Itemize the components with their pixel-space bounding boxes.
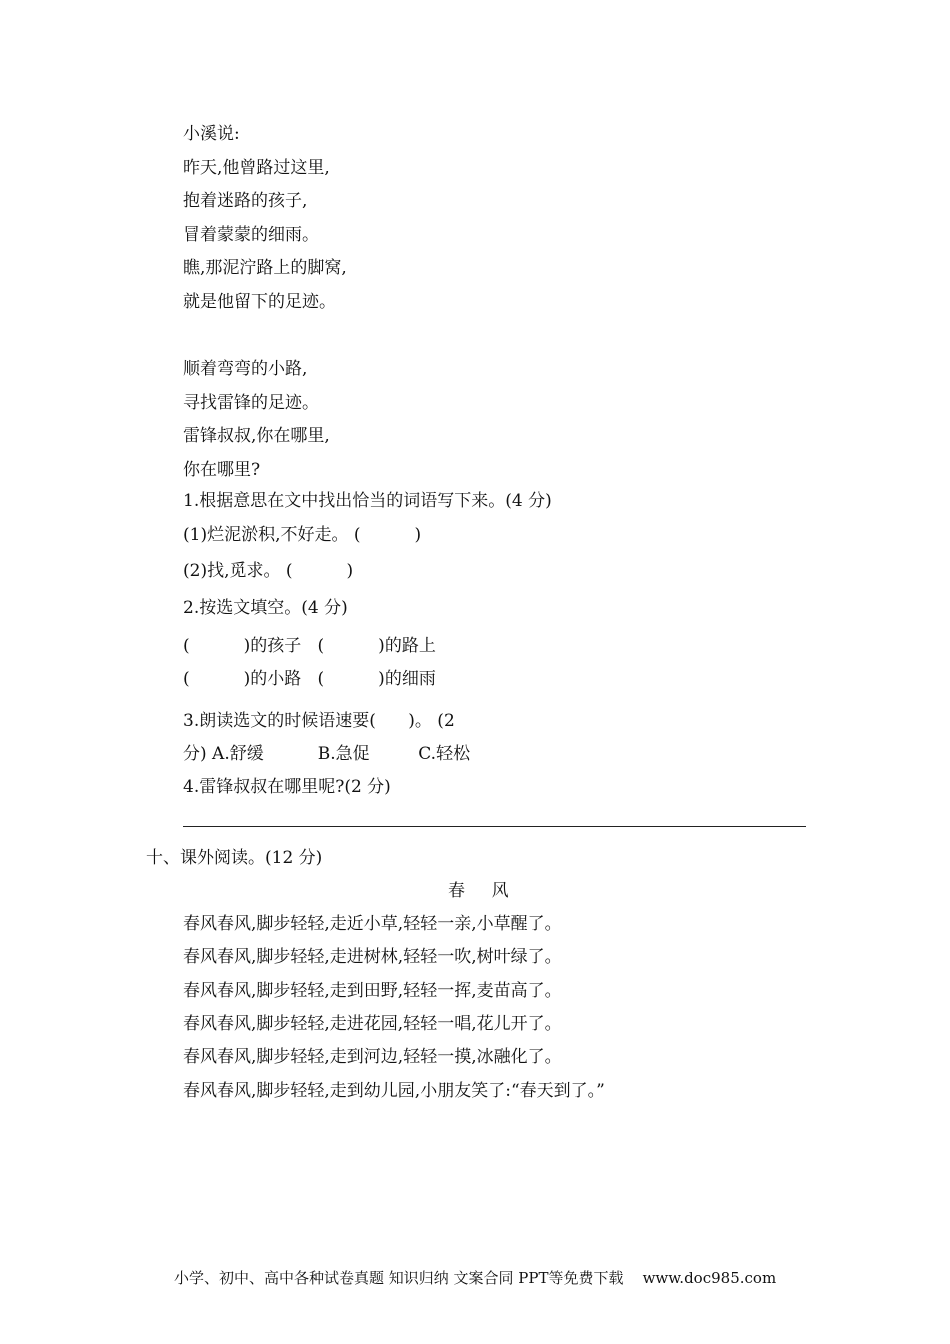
question-4: 4.雷锋叔叔在哪里呢?(2 分) <box>183 777 391 797</box>
question-1-a: (1)烂泥淤积,不好走。 ( ) <box>183 525 422 545</box>
poem-line: 雷锋叔叔,你在哪里, <box>183 426 330 446</box>
section-heading: 十、课外阅读。(12 分) <box>146 848 323 868</box>
passage-line: 春风春风,脚步轻轻,走进花园,轻轻一唱,花儿开了。 <box>183 1014 562 1034</box>
question-3-line-1: 3.朗读选文的时候语速要( )。 (2 <box>183 711 455 731</box>
passage-line: 春风春风,脚步轻轻,走进树林,轻轻一吹,树叶绿了。 <box>183 947 562 967</box>
question-2: 2.按选文填空。(4 分) <box>183 598 348 618</box>
passage-line: 春风春风,脚步轻轻,走近小草,轻轻一亲,小草醒了。 <box>183 914 562 934</box>
poem-line: 冒着蒙蒙的细雨。 <box>183 225 319 245</box>
passage-title: 春 风 <box>448 881 510 901</box>
page-footer: 小学、初中、高中各种试卷真题 知识归纳 文案合同 PPT等免费下载 www.doc985.com <box>174 1269 777 1287</box>
poem-line: 顺着弯弯的小路, <box>183 359 308 379</box>
question-3-line-2: 分) A.舒缓 B.急促 C.轻松 <box>183 744 471 764</box>
question-1: 1.根据意思在文中找出恰当的词语写下来。(4 分) <box>183 491 552 511</box>
answer-line <box>183 826 806 827</box>
passage-line: 春风春风,脚步轻轻,走到幼儿园,小朋友笑了:“春天到了。” <box>183 1081 605 1101</box>
poem-line: 抱着迷路的孩子, <box>183 191 308 211</box>
poem-line: 瞧,那泥泞路上的脚窝, <box>183 258 347 278</box>
poem-line: 小溪说: <box>183 124 240 144</box>
poem-line: 就是他留下的足迹。 <box>183 292 336 312</box>
poem-line: 你在哪里? <box>183 460 261 480</box>
poem-line: 昨天,他曾路过这里, <box>183 158 330 178</box>
passage-line: 春风春风,脚步轻轻,走到田野,轻轻一挥,麦苗高了。 <box>183 981 562 1001</box>
question-1-b: (2)找,觅求。 ( ) <box>183 561 354 581</box>
question-2-row-2: ( )的小路 ( )的细雨 <box>183 669 436 689</box>
question-2-row-1: ( )的孩子 ( )的路上 <box>183 636 436 656</box>
poem-line: 寻找雷锋的足迹。 <box>183 393 319 413</box>
passage-line: 春风春风,脚步轻轻,走到河边,轻轻一摸,冰融化了。 <box>183 1047 562 1067</box>
